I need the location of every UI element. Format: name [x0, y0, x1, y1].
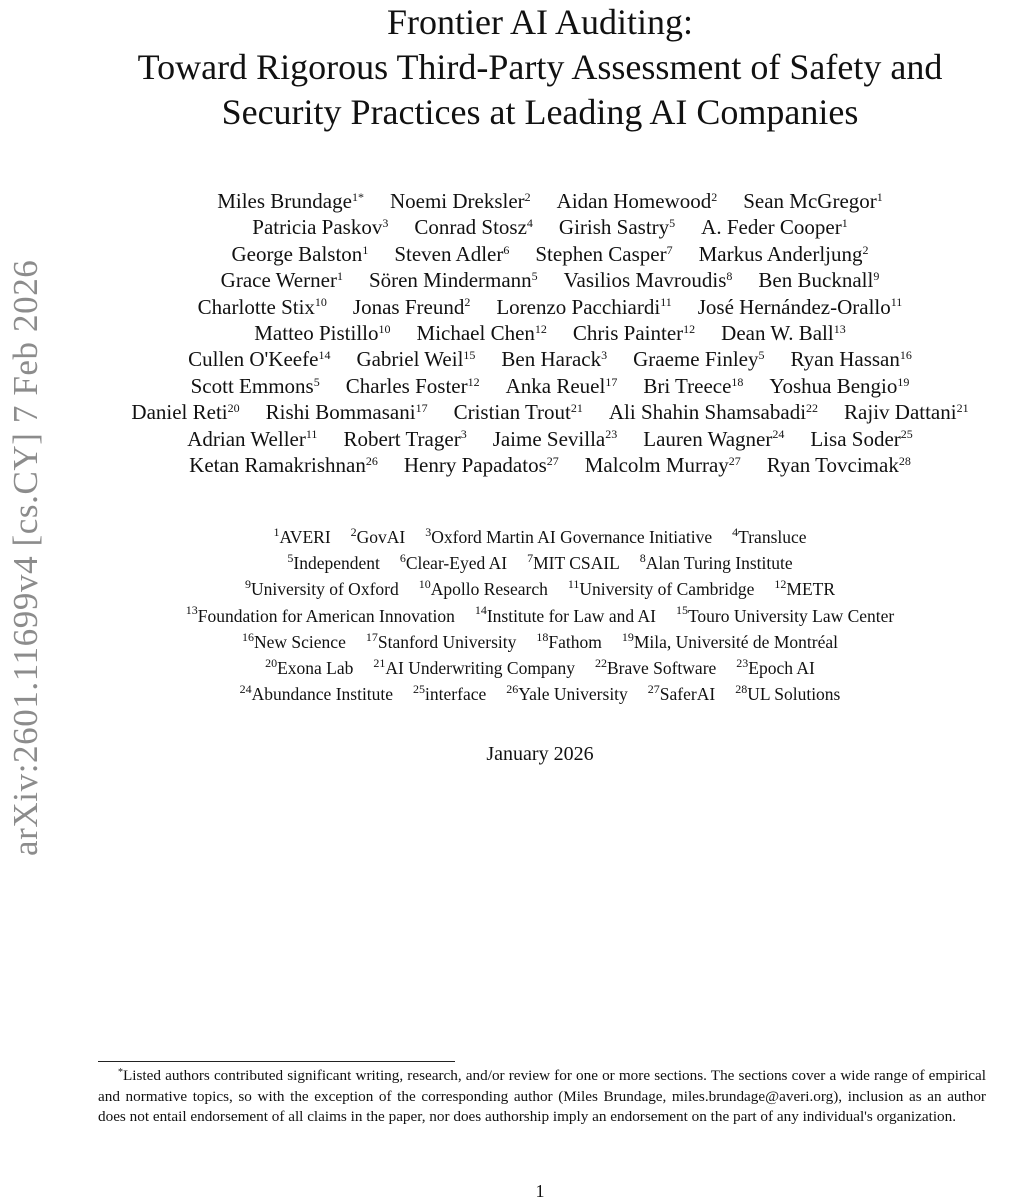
author [698, 295, 903, 319]
affiliation-number: 12 [774, 577, 787, 592]
author-name: Rishi Bommasani [265, 400, 416, 425]
author [501, 347, 607, 371]
title-line: Frontier AI Auditing: [387, 2, 693, 42]
author-row [70, 188, 1020, 214]
author-name: Ryan Hassan [790, 347, 900, 372]
affiliation-mark: 27 [546, 453, 559, 468]
affiliation [425, 524, 713, 547]
affiliation [373, 655, 575, 679]
author-name: Daniel Reti [131, 400, 228, 425]
affiliation-number: 28 [735, 682, 748, 697]
affiliation [365, 629, 517, 652]
affiliation-mark: 25 [900, 427, 913, 442]
author-name: Robert Trager [343, 426, 461, 451]
author-row [70, 294, 1020, 320]
affiliation-row [60, 576, 1020, 602]
affiliation [265, 655, 354, 679]
affiliation [350, 524, 406, 547]
affiliation-mark: 2 [711, 189, 718, 204]
author [557, 189, 718, 213]
affiliation-mark: 12 [467, 374, 480, 389]
affiliation-mark: 21 [570, 401, 583, 416]
affiliation [419, 579, 548, 599]
author [493, 427, 618, 451]
affiliation [413, 684, 486, 704]
affiliation [774, 579, 835, 599]
author [701, 215, 848, 239]
author-name: Ketan Ramakrishnan [189, 453, 366, 478]
affiliation-mark: 15 [463, 348, 476, 363]
author [353, 295, 470, 319]
affiliation-mark: 22 [806, 401, 819, 416]
affiliation-name: Foundation for American Innovation [197, 605, 455, 626]
author-name: Ben Harack [501, 347, 602, 372]
affiliation-mark: 27 [728, 453, 741, 468]
affiliation-name: Fathom [548, 631, 602, 652]
affiliation-name: AI Underwriting Company [385, 658, 575, 679]
affiliation-name: Stanford University [377, 631, 517, 652]
affiliation-mark: 3 [382, 216, 389, 231]
affiliation-mark: 3 [460, 427, 467, 442]
affiliation-mark: 26 [365, 453, 378, 468]
affiliation [242, 629, 346, 652]
affiliation-number: 13 [185, 603, 198, 618]
affiliation-mark: 2 [464, 295, 471, 310]
affiliation-number: 6 [399, 551, 406, 566]
affiliation-number: 19 [621, 629, 634, 644]
author-name: Chris Painter [572, 321, 684, 346]
affiliation-mark: 17 [605, 374, 618, 389]
affiliation-mark: 17 [415, 401, 428, 416]
footnote-mark: * [118, 1067, 123, 1078]
author [417, 321, 547, 345]
author [390, 189, 531, 213]
author-row [70, 399, 1020, 425]
author [187, 427, 317, 451]
affiliation-mark: 28 [898, 453, 911, 468]
author-name: Charlotte Stix [197, 294, 315, 319]
author-name: Ali Shahin Shamsabadi [608, 400, 807, 425]
affiliation-number: 1 [273, 524, 280, 539]
affiliation-number: 21 [373, 655, 386, 670]
affiliation-number: 8 [639, 551, 646, 566]
author-name: Grace Werner [220, 268, 337, 293]
affiliation-mark: 5 [313, 374, 320, 389]
affiliation-number: 3 [425, 524, 432, 539]
author-row [70, 426, 1020, 452]
affiliation-mark: 16 [899, 348, 912, 363]
author [633, 347, 764, 371]
affiliation-name: SaferAI [659, 684, 716, 705]
affiliation-number: 20 [265, 655, 278, 670]
affiliation-mark: 24 [772, 427, 785, 442]
author [585, 453, 741, 477]
author [844, 400, 969, 424]
affiliation [287, 553, 380, 573]
affiliation-name: Alan Turing Institute [645, 553, 793, 574]
author-name: Jaime Sevilla [492, 426, 606, 451]
affiliation-number: 25 [413, 682, 426, 697]
author [188, 347, 330, 371]
author-name: Dean W. Ball [721, 321, 834, 346]
author-name: José Hernández-Orallo [697, 294, 891, 319]
author [356, 347, 475, 371]
author [767, 453, 911, 477]
author-row [70, 346, 1020, 372]
author [343, 427, 466, 451]
author-name: Anka Reuel [505, 373, 606, 398]
author-name: Graeme Finley [633, 347, 759, 372]
author-name: Scott Emmons [190, 373, 314, 398]
author [506, 374, 618, 398]
affiliation-number: 22 [594, 655, 607, 670]
affiliation-name: Brave Software [606, 658, 717, 679]
affiliation [245, 579, 399, 599]
author-name: Cristian Trout [453, 400, 571, 425]
author-name: Conrad Stosz [414, 215, 527, 240]
affiliation-name: University of Cambridge [579, 579, 755, 600]
affiliation-name: interface [425, 684, 487, 705]
author-name: Charles Foster [345, 373, 468, 398]
affiliation-number: 4 [732, 524, 739, 539]
affiliation-name: New Science [254, 631, 346, 652]
affiliation-mark: 12 [683, 321, 696, 336]
paper-title [60, 0, 1020, 135]
affiliation-mark: 8 [726, 269, 733, 284]
affiliation-name: Oxford Martin AI Governance Initiative [431, 527, 713, 547]
affiliation [400, 553, 507, 573]
affiliation-mark: 5 [669, 216, 676, 231]
author [217, 189, 364, 213]
title-line: Toward Rigorous Third-Party Assessment of Safety and [137, 47, 943, 87]
affiliation-mark: 1 [336, 269, 343, 284]
author-name: Cullen O'Keefe [188, 347, 319, 372]
affiliation-name: UL Solutions [747, 684, 841, 705]
affiliation-number: 23 [736, 655, 749, 670]
author-name: Lorenzo Pacchiardi [496, 294, 661, 319]
footnote [98, 1066, 986, 1128]
author-name: Malcolm Murray [584, 453, 729, 478]
affiliation-name: AVERI [279, 527, 331, 547]
affiliation-mark: 19 [897, 374, 910, 389]
author-name: Sören Mindermann [368, 268, 532, 293]
affiliation-number: 16 [242, 629, 254, 644]
author-name: Ben Bucknall [758, 268, 874, 293]
footnote-divider [98, 1061, 455, 1062]
author-name: Sean McGregor [743, 189, 877, 213]
author-name: Ryan Tovcimak [766, 453, 899, 478]
affiliation [474, 603, 656, 626]
affiliation [273, 524, 331, 547]
author-name: Girish Sastry [558, 215, 670, 240]
affiliation-mark: 2 [862, 242, 869, 257]
author [252, 215, 388, 239]
author [496, 295, 671, 319]
affiliation-mark: 4 [526, 216, 533, 231]
footnote-text: Listed authors contributed significant writing, research, and/or review for one or more sections. The sections cover a wide range of empirical and normative topics, so with the exception of the corresponding author (Miles Brundage, miles.brundage@averi.org), inclusion as an author does not entail endorsement of all claims in the paper, nor does authorship imply an endorsement on the part of any individual's organization. [98, 1067, 986, 1125]
affiliation-name: MIT CSAIL [533, 553, 620, 574]
affiliation-mark: 12 [534, 321, 547, 336]
affiliation-mark: 1 [876, 189, 883, 204]
author [414, 215, 533, 239]
affiliation-name: Independent [293, 553, 380, 574]
affiliation-name: Exona Lab [277, 658, 354, 679]
title-line: Security Practices at Leading AI Companies [221, 92, 859, 132]
author [369, 268, 538, 292]
author-name: Rajiv Dattani [844, 400, 957, 425]
arxiv-identifier[interactable]: arXiv:2601.11699v4 [cs.CY] 7 Feb 2026 [6, 259, 45, 856]
affiliation-mark: 5 [531, 269, 538, 284]
author [454, 400, 583, 424]
author [189, 453, 378, 477]
affiliation-number: 14 [474, 603, 487, 618]
author-name: Yoshua Bengio [769, 373, 898, 398]
affiliation-mark: 13 [833, 321, 846, 336]
affiliation-name: Yale University [518, 684, 628, 705]
author-row [70, 320, 1020, 346]
affiliation-mark: 1* [351, 189, 364, 204]
affiliation-mark: 9 [873, 269, 880, 284]
publication-date: January 2026 [486, 743, 594, 765]
author-name: Michael Chen [416, 321, 535, 346]
affiliation-number: 7 [527, 551, 534, 566]
affiliation-mark: 23 [605, 427, 618, 442]
author-row [70, 241, 1020, 267]
affiliation [621, 629, 838, 652]
affiliation [732, 524, 807, 547]
author [346, 374, 480, 398]
affiliation [536, 629, 602, 652]
author [266, 400, 428, 424]
author-name: Vasilios Mavroudis [563, 268, 727, 293]
author [191, 374, 320, 398]
affiliation-row [60, 629, 1020, 655]
affiliation-number: 24 [239, 682, 252, 697]
affiliation-name: Transluce [738, 527, 807, 547]
affiliation-mark: 6 [503, 242, 510, 257]
affiliation-row [60, 550, 1020, 576]
affiliation-mark: 11 [660, 295, 672, 310]
author-name: A. Feder Cooper [701, 215, 842, 240]
affiliation-number: 17 [365, 629, 378, 644]
affiliation-name: Clear-Eyed AI [405, 553, 508, 574]
affiliation [185, 603, 455, 626]
author-name: George Balston [231, 241, 363, 266]
author-name: Markus Anderljung [698, 241, 863, 266]
affiliation-mark: 3 [601, 348, 608, 363]
affiliation-number: 27 [647, 682, 660, 697]
author-row [70, 214, 1020, 240]
author [394, 242, 509, 266]
author [564, 268, 733, 292]
author-name: Noemi Dreksler [389, 189, 525, 213]
affiliation-mark: 10 [314, 295, 327, 310]
author [573, 321, 695, 345]
author-name: Patricia Paskov [252, 215, 383, 240]
affiliation-mark: 11 [305, 427, 318, 442]
affiliation-mark: 1 [362, 242, 369, 257]
affiliation-name: GovAI [356, 527, 406, 547]
author [790, 347, 911, 371]
affiliation [640, 553, 793, 573]
author [198, 295, 327, 319]
affiliation-mark: 21 [956, 401, 969, 416]
author [559, 215, 675, 239]
affiliation [527, 553, 620, 573]
author-name: Lisa Soder [810, 426, 901, 451]
affiliation-number: 11 [567, 577, 580, 592]
affiliation-row [60, 655, 1020, 681]
affiliation-name: Apollo Research [430, 579, 548, 600]
author [721, 321, 846, 345]
author-name: Adrian Weller [187, 426, 306, 451]
author [743, 189, 883, 213]
affiliation-row [60, 603, 1020, 629]
affiliation-list [60, 524, 1020, 707]
affiliation-mark: 10 [378, 321, 391, 336]
affiliation-number: 15 [675, 603, 688, 618]
affiliation-number: 10 [418, 577, 431, 592]
affiliation-row [60, 681, 1020, 707]
affiliation [735, 684, 840, 704]
affiliation-name: Touro University Law Center [687, 605, 895, 626]
affiliation-number: 26 [506, 682, 519, 697]
author-row [70, 267, 1020, 293]
affiliation-row [60, 524, 1020, 550]
affiliation-mark: 1 [841, 216, 848, 231]
affiliation-mark: 14 [318, 348, 331, 363]
author-row [70, 373, 1020, 399]
author [231, 242, 368, 266]
page-number: 1 [535, 1181, 545, 1201]
affiliation [568, 579, 755, 599]
affiliation-mark: 2 [524, 189, 531, 204]
affiliation-name: Abundance Institute [251, 684, 394, 705]
author-name: Lauren Wagner [643, 426, 773, 451]
affiliation-mark: 7 [666, 242, 673, 257]
author-name: Aidan Homewood [556, 189, 712, 213]
affiliation [675, 603, 895, 626]
affiliation-name: METR [786, 579, 836, 600]
affiliation [594, 655, 717, 679]
author-name: Steven Adler [394, 241, 504, 266]
author [535, 242, 672, 266]
affiliation-name: Institute for Law and AI [486, 605, 656, 626]
affiliation-name: Mila, Université de Montréal [633, 631, 838, 652]
author [643, 427, 784, 451]
author-name: Jonas Freund [352, 294, 465, 319]
author [769, 374, 909, 398]
author [609, 400, 818, 424]
author [404, 453, 559, 477]
affiliation-number: 18 [536, 629, 549, 644]
author [699, 242, 869, 266]
author [643, 374, 743, 398]
affiliation [736, 655, 815, 679]
affiliation-mark: 20 [227, 401, 240, 416]
affiliation-name: University of Oxford [250, 579, 399, 600]
author-name: Stephen Casper [535, 241, 667, 266]
author [254, 321, 390, 345]
affiliation [240, 684, 393, 704]
affiliation-number: 9 [244, 577, 251, 592]
affiliation-number: 2 [350, 524, 357, 539]
author-name: Gabriel Weil [356, 347, 464, 372]
affiliation-number: 5 [287, 551, 294, 566]
author [221, 268, 343, 292]
affiliation [648, 684, 715, 704]
author-list [70, 188, 1020, 478]
author-name: Matteo Pistillo [254, 321, 379, 346]
author [810, 427, 912, 451]
author-name: Bri Treece [643, 373, 732, 398]
affiliation-mark: 5 [758, 348, 765, 363]
affiliation-mark: 11 [890, 295, 903, 310]
author [131, 400, 239, 424]
affiliation [506, 684, 628, 704]
affiliation-mark: 18 [731, 374, 744, 389]
affiliation-name: Epoch AI [748, 658, 815, 679]
author-row [70, 452, 1020, 478]
author-name: Henry Papadatos [403, 453, 547, 478]
author-name: Miles Brundage [217, 189, 352, 213]
author [758, 268, 879, 292]
